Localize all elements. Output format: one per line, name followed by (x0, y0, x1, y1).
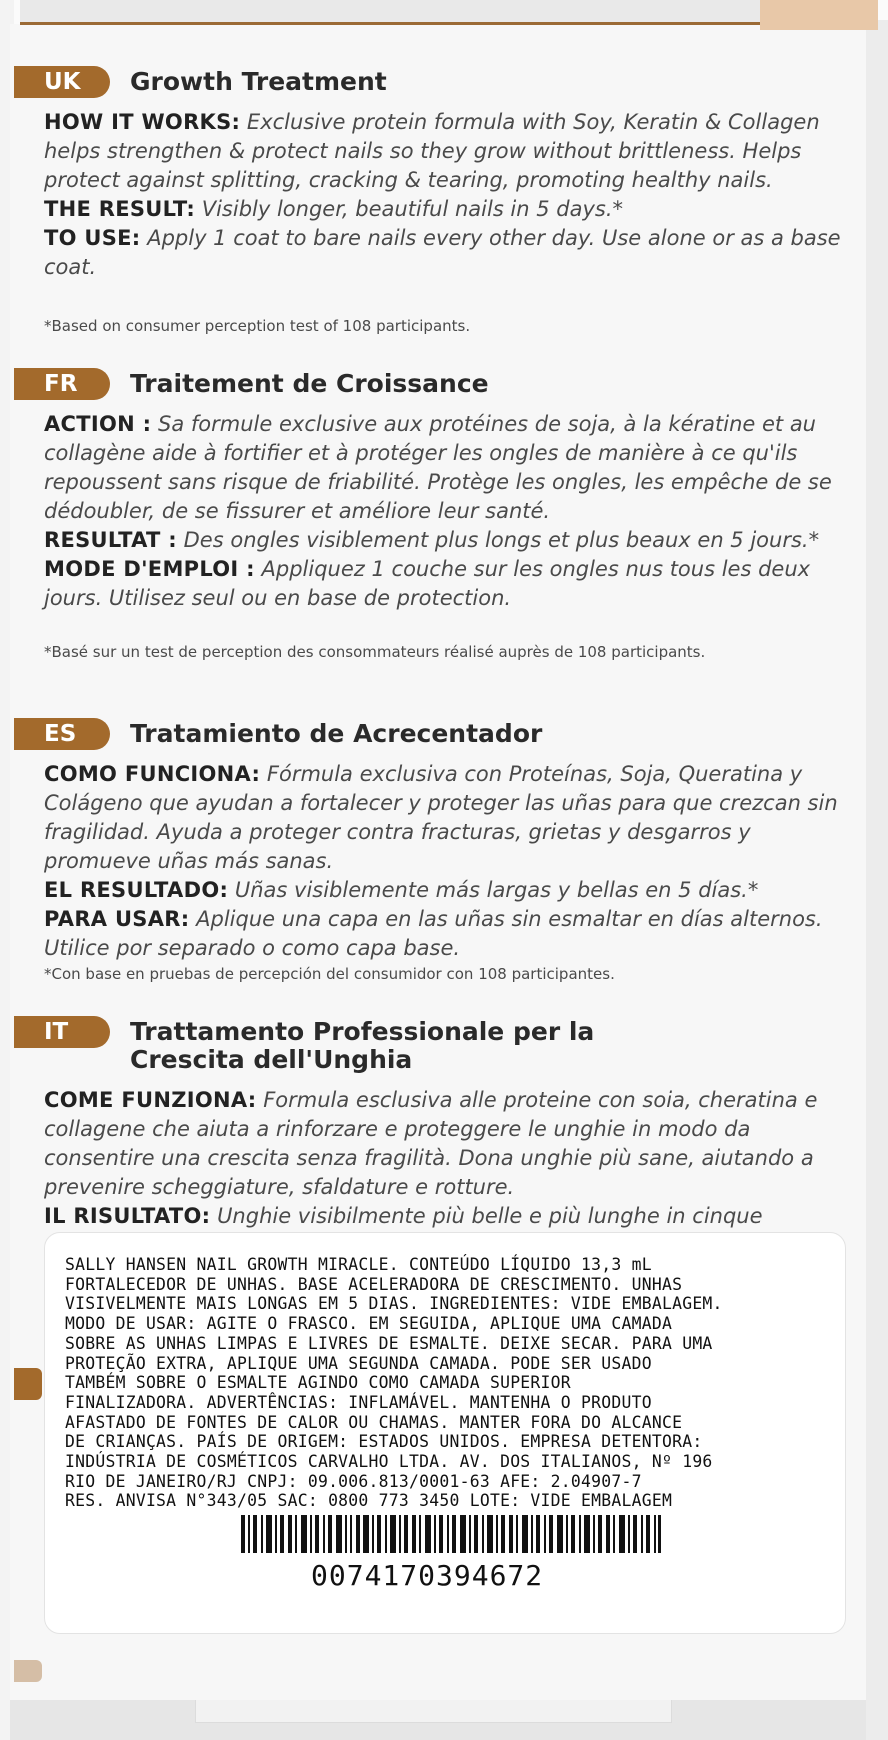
import-label-sticker (44, 1232, 846, 1634)
section-heading-uk: Growth Treatment (130, 67, 387, 96)
text-mode-emploi: Appliquez 1 couche sur les ongles nus tous les deux jours. Utilisez seul ou en base de protection. (44, 557, 811, 610)
text-to-use: Apply 1 coat to bare nails every other day. Use alone or as a base coat. (44, 226, 841, 279)
label-how-it-works: HOW IT WORKS: (44, 110, 241, 134)
label-action: ACTION : (44, 412, 152, 436)
covered-language-tag (14, 1368, 42, 1400)
text-result: Visibly longer, beautiful nails in 5 days.* (201, 197, 624, 221)
barcode (241, 1515, 661, 1553)
label-para-usar: PARA USAR: (44, 907, 190, 931)
text-action: Sa formule exclusive aux protéines de soja, à la kératine et au collagène aide à fortifier et à protéger les ongles de manière à ce qu'ils repoussent sans risque de friabilité. Protège les ongles, les empêche de se dédoubler, de se fissurer et améliore leur santé. (44, 412, 832, 523)
language-tag-es: ES (14, 718, 110, 750)
label-come-funziona: COME FUNZIONA: (44, 1088, 257, 1112)
footnote-es: *Con base en pruebas de percepción del consumidor con 108 participantes. (44, 965, 615, 983)
section-heading-fr: Traitement de Croissance (130, 369, 489, 398)
label-como-funciona: COMO FUNCIONA: (44, 762, 261, 786)
footnote-fr: *Basé sur un test de perception des consommateurs réalisé auprès de 108 participants. (44, 643, 706, 661)
label-il-risultato: IL RISULTATO: (44, 1204, 211, 1228)
section-body-it (44, 1086, 844, 1236)
barcode-number: 007417039467​2 (311, 1559, 544, 1592)
label-result: THE RESULT: (44, 197, 196, 221)
label-resultat: RESULTAT : (44, 528, 177, 552)
text-how-it-works: Exclusive protein formula with Soy, Keratin & Collagen helps strengthen & protect nails so they grow without brittleness. Helps protect against splitting, cracking & tearing, promoting healthy nails. (44, 110, 820, 192)
section-heading-es: Tratamiento de Acrecentador (130, 719, 543, 748)
text-como-funciona: Fórmula exclusiva con Proteínas, Soja, Queratina y Colágeno que ayudan a fortalecer y proteger las uñas para que crezcan sin fragilidad. Ayuda a proteger contra fracturas, grietas y desgarros y promueve uñas más sanas. (44, 762, 838, 873)
box-bottom-slot (195, 1700, 672, 1723)
sticker-text: SALLY HANSEN NAIL GROWTH MIRACLE. CONTEÚDO LÍQUIDO 13,3 mL FORTALECEDOR DE UNHAS. BASE ACELERADORA DE CRESCIMENTO. UNHAS VISIVELMENTE MAIS LONGAS EM 5 DIAS. INGREDIENTES: VIDE EMBALAGEM. MODO DE USAR: AGITE O FRASCO. EM SEGUIDA, APLIQUE UMA CAMADA SOBRE AS UNHAS LIMPAS E LIVRES DE ESMALTE. DEIXE SECAR. PARA UMA PROTEÇÃO EXTRA, APLIQUE UMA SEGUNDA CAMADA. PODE SER USADO TAMBÉM SOBRE O ESMALTE AGINDO COMO CAMADA SUPERIOR FINALIZADORA. ADVERTÊNCIAS: INFLAMÁVEL. MANTENHA O PRODUTO AFASTADO DE FONTES DE CALOR OU CHAMAS. MANTER FORA DO ALCANCE DE CRIANÇAS. PAÍS DE ORIGEM: ESTADOS UNIDOS. EMPRESA DETENTORA: INDÚSTRIA DE COSMÉTICOS CARVALHO LTDA. AV. DOS ITALIANOS, Nº 196 RIO DE JANEIRO/RJ CNPJ: 09.006.813/0001-63 AFE: 2.04907-7 RES. ANVISA N°343/05 SAC: 0800 773 3450 LOTE: VIDE EMBALAGEM (65, 1255, 723, 1511)
box-top-corner (760, 0, 878, 30)
label-to-use: TO USE: (44, 226, 141, 250)
language-tag-uk: UK (14, 66, 110, 98)
text-il-risultato: Unghie visibilmente più belle e più lunghe in cinque (217, 1204, 763, 1228)
section-body-fr (44, 410, 844, 613)
covered-language-tag (14, 1660, 42, 1682)
text-para-usar: Aplique una capa en las uñas sin esmaltar en días alternos. Utilice por separado o como capa base. (44, 907, 823, 960)
section-body-es (44, 760, 844, 963)
language-tag-fr: FR (14, 368, 110, 400)
section-heading-it: Trattamento Professionale per la Crescita dell'Unghia (130, 1017, 595, 1074)
label-mode-emploi: MODE D'EMPLOI : (44, 557, 255, 581)
footnote-uk: *Based on consumer perception test of 108 participants. (44, 317, 471, 335)
text-resultat: Des ongles visiblement plus longs et plus beaux en 5 jours.* (183, 528, 820, 552)
label-el-resultado: EL RESULTADO: (44, 878, 229, 902)
box-top-flap (20, 0, 865, 25)
language-tag-it: IT (14, 1016, 110, 1048)
text-el-resultado: Uñas visiblemente más largas y bellas en 5 días.* (234, 878, 759, 902)
text-come-funziona: Formula esclusiva alle proteine con soia, cheratina e collagene che aiuta a rinforzare e proteggere le unghie in modo da consentire una crescita senza fragilità. Dona unghie più sane, aiutando a prevenire scheggiature, sfaldature e rotture. (44, 1088, 818, 1199)
section-body-uk (44, 108, 844, 282)
